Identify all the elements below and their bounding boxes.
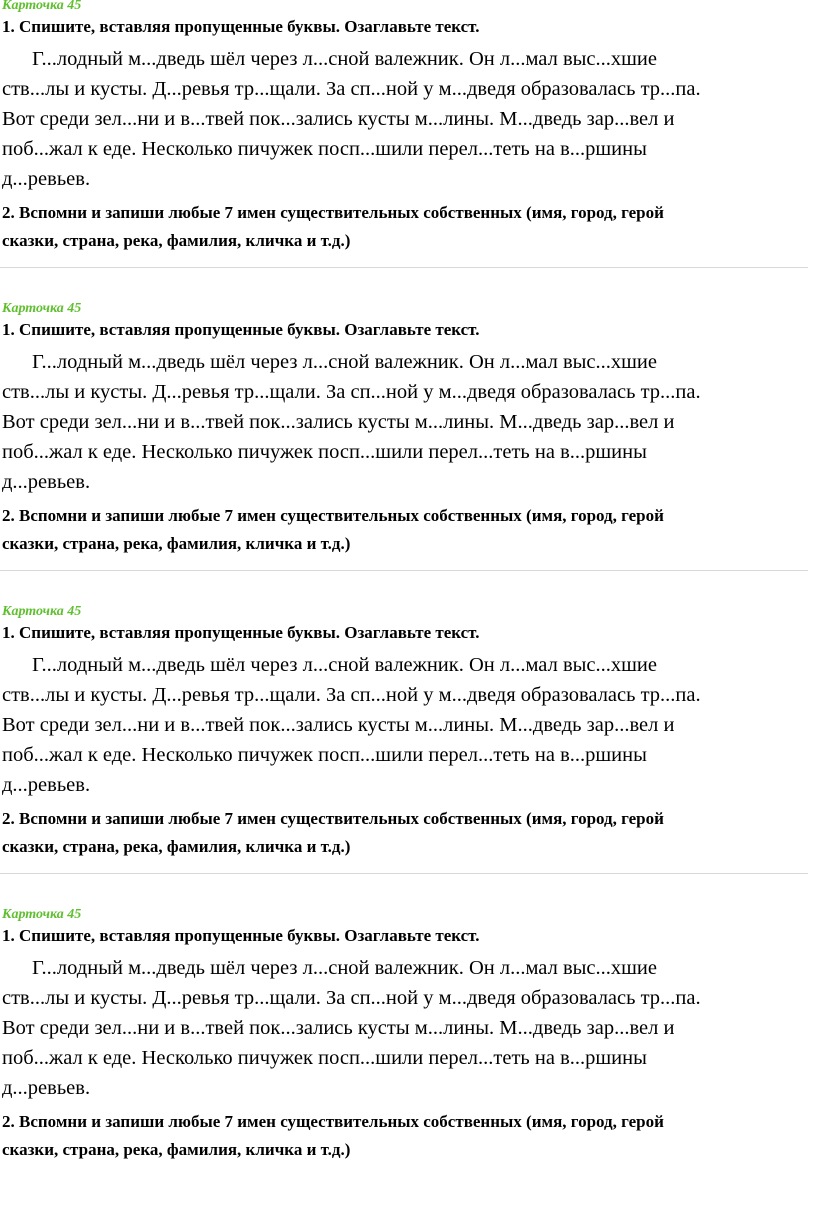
exercise-text-line: Вот среди зел...ни и в...твей пок...зались кусты м...лины. М...дведь зар...вел и (2, 108, 675, 130)
card-divider (0, 570, 808, 571)
exercise-text-line: ств...лы и кусты. Д...ревья тр...щали. За сп...ной у м...дведя образовалась тр...па. (2, 78, 701, 100)
exercise-text-line: Вот среди зел...ни и в...твей пок...зались кусты м...лины. М...дведь зар...вел и (2, 1017, 675, 1039)
exercise-text-line: поб...жал к еде. Несколько пичужек посп...шили перел...теть на в...ршины (2, 138, 647, 160)
card-2 (0, 303, 816, 603)
exercise-text-line: ств...лы и кусты. Д...ревья тр...щали. За сп...ной у м...дведя образовалась тр...па. (2, 987, 701, 1009)
task-2-heading-line: сказки, страна, река, фамилия, кличка и т.д.) (2, 837, 351, 856)
exercise-text-line: поб...жал к еде. Несколько пичужек посп...шили перел...теть на в...ршины (2, 744, 647, 766)
exercise-text-line: д...ревьев. (2, 1077, 91, 1099)
exercise-text-line: поб...жал к еде. Несколько пичужек посп...шили перел...теть на в...ршины (2, 1047, 647, 1069)
task-2-heading-line: 2. Вспомни и запиши любые 7 имен существительных собственных (имя, город, герой (2, 809, 664, 828)
task-1-heading: 1. Спишите, вставляя пропущенные буквы. Озаглавьте текст. (2, 926, 480, 945)
exercise-text-line: ств...лы и кусты. Д...ревья тр...щали. За сп...ной у м...дведя образовалась тр...па. (2, 381, 701, 403)
task-2-heading-line: сказки, страна, река, фамилия, кличка и т.д.) (2, 1140, 351, 1159)
exercise-text-line: д...ревьев. (2, 471, 91, 493)
card-label: Карточка 45 (2, 301, 82, 316)
task-1-heading: 1. Спишите, вставляя пропущенные буквы. Озаглавьте текст. (2, 623, 480, 642)
exercise-text-line: д...ревьев. (2, 774, 91, 796)
exercise-text-line: Вот среди зел...ни и в...твей пок...зались кусты м...лины. М...дведь зар...вел и (2, 714, 675, 736)
exercise-text-line: Г...лодный м...дведь шёл через л...сной валежник. Он л...мал выс...хшие (32, 654, 657, 676)
exercise-text-line: Г...лодный м...дведь шёл через л...сной валежник. Он л...мал выс...хшие (32, 351, 657, 373)
exercise-text-line: д...ревьев. (2, 168, 91, 190)
task-2-heading-line: 2. Вспомни и запиши любые 7 имен существительных собственных (имя, город, герой (2, 1112, 664, 1131)
exercise-text-line: Г...лодный м...дведь шёл через л...сной валежник. Он л...мал выс...хшие (32, 48, 657, 70)
task-2-heading-line: 2. Вспомни и запиши любые 7 имен существительных собственных (имя, город, герой (2, 506, 664, 525)
card-divider (0, 873, 808, 874)
exercise-text-line: ств...лы и кусты. Д...ревья тр...щали. За сп...ной у м...дведя образовалась тр...па. (2, 684, 701, 706)
card-label: Карточка 45 (2, 604, 82, 619)
task-2-heading-line: сказки, страна, река, фамилия, кличка и т.д.) (2, 534, 351, 553)
task-1-heading: 1. Спишите, вставляя пропущенные буквы. Озаглавьте текст. (2, 17, 480, 36)
exercise-text-line: поб...жал к еде. Несколько пичужек посп...шили перел...теть на в...ршины (2, 441, 647, 463)
card-label: Карточка 45 (2, 0, 82, 13)
card-label: Карточка 45 (2, 907, 82, 922)
card-4 (0, 909, 816, 1209)
task-1-heading: 1. Спишите, вставляя пропущенные буквы. Озаглавьте текст. (2, 320, 480, 339)
task-2-heading-line: 2. Вспомни и запиши любые 7 имен существительных собственных (имя, город, герой (2, 203, 664, 222)
task-2-heading-line: сказки, страна, река, фамилия, кличка и т.д.) (2, 231, 351, 250)
card-3 (0, 606, 816, 906)
exercise-text-line: Г...лодный м...дведь шёл через л...сной валежник. Он л...мал выс...хшие (32, 957, 657, 979)
card-1 (0, 0, 816, 300)
exercise-text-line: Вот среди зел...ни и в...твей пок...зались кусты м...лины. М...дведь зар...вел и (2, 411, 675, 433)
card-divider (0, 267, 808, 268)
